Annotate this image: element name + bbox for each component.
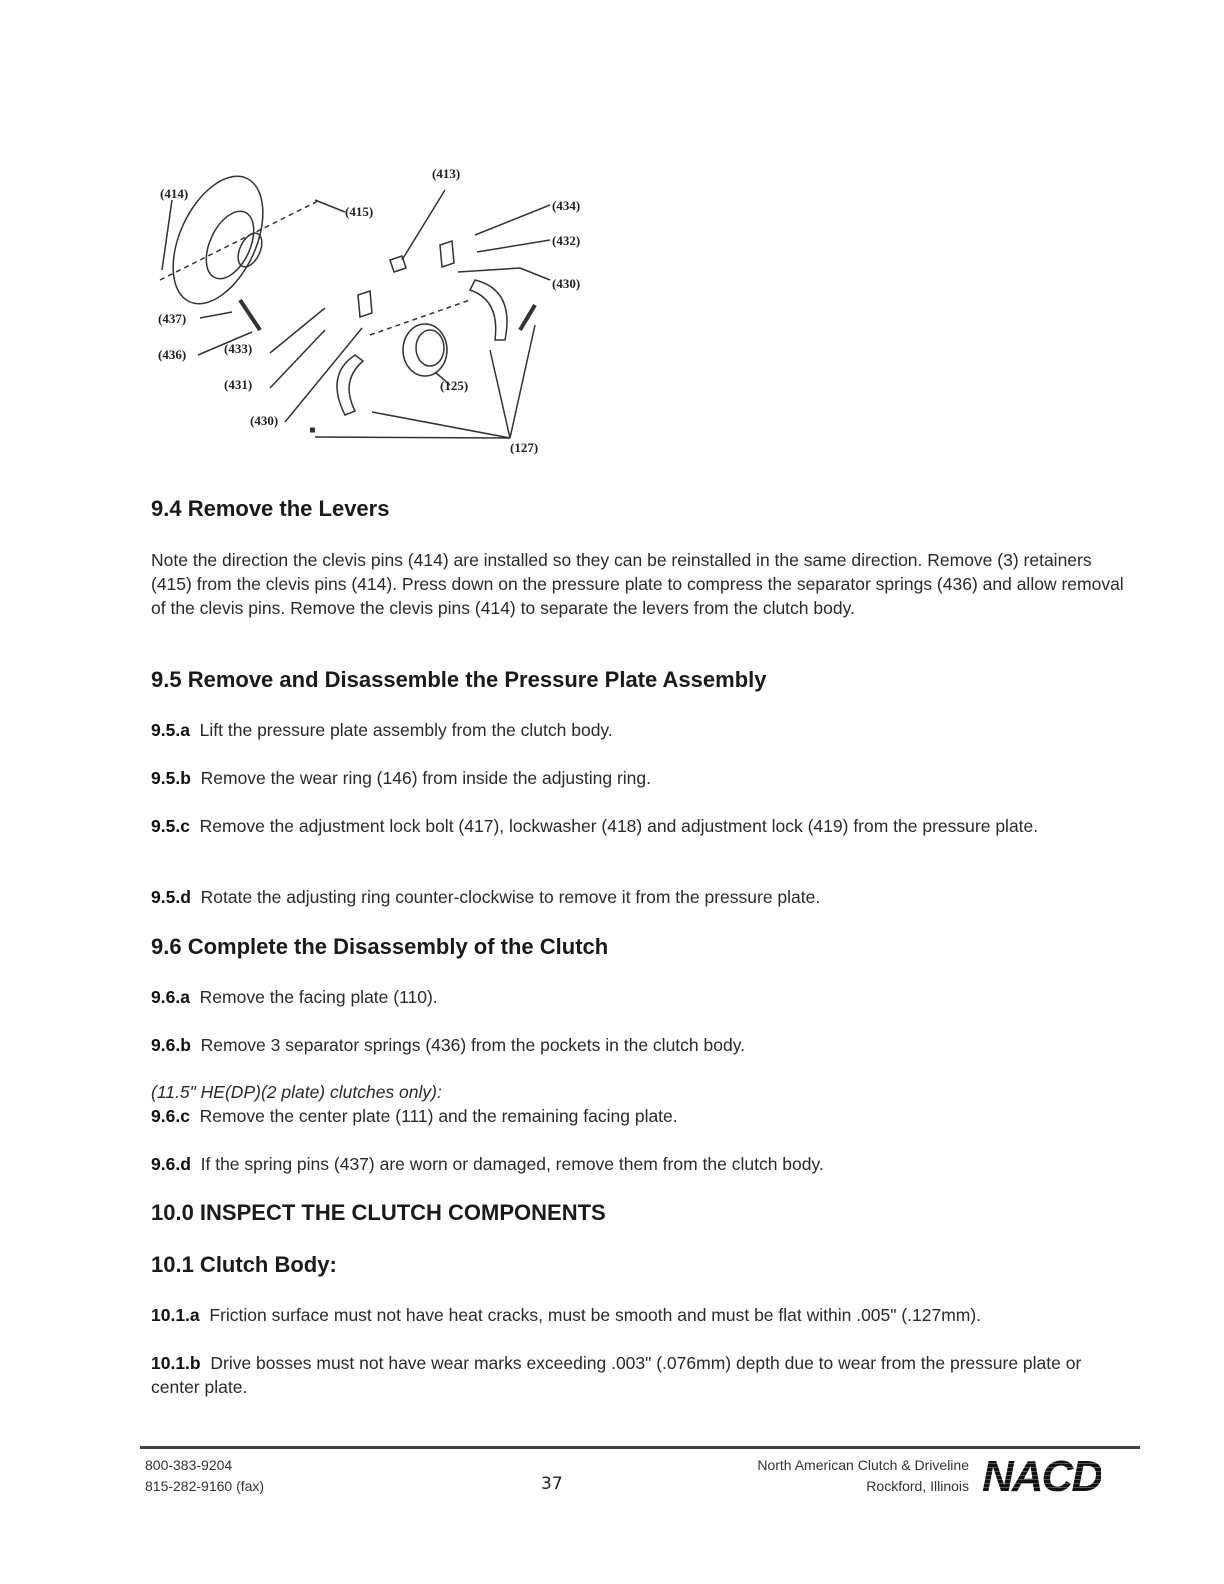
- part-label: (414): [160, 186, 189, 201]
- part-label: (433): [224, 341, 253, 356]
- step-9-6-d: 9.6.d If the spring pins (437) are worn or damaged, remove them from the clutch body.: [151, 1154, 824, 1174]
- exploded-parts-diagram: [140, 160, 600, 460]
- step-9-5-b: 9.5.b Remove the wear ring (146) from inside the adjusting ring.: [151, 768, 651, 788]
- part-label: (430): [250, 413, 279, 428]
- part-label: (431): [224, 377, 253, 392]
- part-label: (432): [552, 233, 581, 248]
- nacd-logo: NACD: [982, 1452, 1102, 1501]
- step-9-5-d: 9.5.d Rotate the adjusting ring counter-clockwise to remove it from the pressure plate.: [151, 887, 821, 907]
- part-label: (125): [440, 378, 469, 393]
- part-label: (413): [432, 166, 461, 181]
- part-label: (127): [510, 440, 539, 455]
- section-heading-9-4: 9.4 Remove the Levers: [151, 496, 390, 521]
- footer-divider: [140, 1446, 1140, 1449]
- step-10-1-b: 10.1.b Drive bosses must not have wear marks exceeding .003" (.076mm) depth due to wear from the pressure plate or center plate.: [151, 1353, 1082, 1397]
- step-9-6-a: 9.6.a Remove the facing plate (110).: [151, 987, 438, 1007]
- section-heading-10-0: 10.0 INSPECT THE CLUTCH COMPONENTS: [151, 1200, 606, 1225]
- footer-company: North American Clutch & Driveline: [757, 1457, 969, 1473]
- footer-phone: 800-383-9204: [145, 1457, 233, 1473]
- footer-city: Rockford, Illinois: [866, 1478, 969, 1494]
- step-9-5-c: 9.5.c Remove the adjustment lock bolt (417), lockwasher (418) and adjustment lock (419) from the pressure plate.: [151, 816, 1039, 836]
- step-10-1-a: 10.1.a Friction surface must not have heat cracks, must be smooth and must be flat within .005" (.127mm).: [151, 1305, 982, 1325]
- note-two-plate: (11.5" HE(DP)(2 plate) clutches only):: [151, 1082, 442, 1102]
- step-9-5-a: 9.5.a Lift the pressure plate assembly from the clutch body.: [151, 720, 613, 740]
- section-heading-9-5: 9.5 Remove and Disassemble the Pressure Plate Assembly: [151, 667, 767, 692]
- step-9-6-b: 9.6.b Remove 3 separator springs (436) from the pockets in the clutch body.: [151, 1035, 746, 1055]
- part-label: (415): [345, 204, 374, 219]
- section-heading-10-1: 10.1 Clutch Body:: [151, 1252, 337, 1277]
- part-label: (430): [552, 276, 581, 291]
- part-label: (437): [158, 311, 187, 326]
- footer-fax: 815-282-9160 (fax): [145, 1478, 265, 1494]
- section-9-4-text: Note the direction the clevis pins (414) are installed so they can be reinstalled in the same direction. Remove (3) retainers (415) from the clevis pins (414). Press down on the pressure plate to compress the separator springs (436) and allow removal of the clevis pins. Remove the clevis pins (414) to separate the levers from the clutch body.: [151, 550, 1124, 618]
- section-heading-9-6: 9.6 Complete the Disassembly of the Clutch: [151, 934, 609, 959]
- part-label: (434): [552, 198, 581, 213]
- page-number: 37: [541, 1474, 563, 1494]
- step-9-6-c: 9.6.c Remove the center plate (111) and the remaining facing plate.: [151, 1106, 678, 1126]
- part-label: (436): [158, 347, 187, 362]
